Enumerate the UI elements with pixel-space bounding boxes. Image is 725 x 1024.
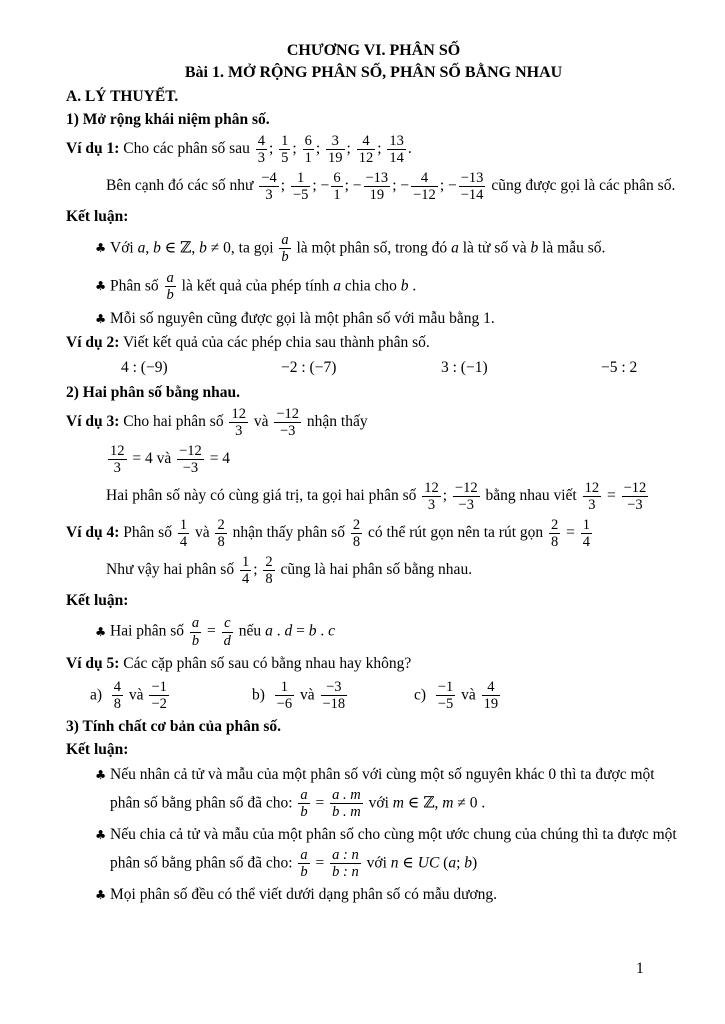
numerator: 4: [257, 133, 265, 150]
text-run: Hai phân số: [110, 622, 188, 640]
text-run: Phân số: [119, 524, 176, 542]
text-run: =: [562, 524, 579, 542]
denominator: 8: [352, 533, 361, 550]
denominator: −3: [458, 497, 474, 514]
indented-paragraph: [106, 442, 681, 477]
fraction: [411, 170, 438, 203]
fraction: [263, 554, 274, 587]
fraction: [326, 133, 345, 166]
text-run: = 4 và: [128, 450, 176, 468]
page-number: 1: [636, 960, 644, 977]
numerator: −13: [365, 170, 389, 186]
numerator: a: [281, 231, 289, 248]
section-heading: 1) Mở rộng khái niệm phân số.: [66, 110, 270, 128]
example-label: Ví dụ 5:: [66, 654, 120, 672]
text-run: c): [414, 685, 434, 703]
text-run: ; −: [312, 177, 330, 195]
fraction: [190, 615, 201, 648]
text-run: và: [457, 685, 480, 703]
math-variable: d: [284, 622, 293, 640]
numerator: −13: [460, 170, 484, 186]
denominator: −3: [182, 460, 199, 477]
example-label: Ví dụ 1:: [66, 140, 120, 158]
numerator: 1: [179, 516, 188, 533]
denominator: b : n: [332, 863, 359, 880]
math-variable: a: [265, 622, 273, 640]
text-run: =: [311, 793, 329, 811]
denominator: b: [300, 803, 308, 820]
paragraph: [66, 405, 681, 440]
numerator: 12: [424, 479, 439, 496]
numerator: 4: [113, 678, 122, 695]
text-run: Viết kết quả của các phép chia sau thành phân số.: [119, 334, 430, 352]
numerator: 1: [275, 679, 294, 696]
math-variable: b: [199, 238, 207, 256]
denominator: 8: [113, 695, 122, 712]
denominator: 14: [389, 150, 404, 167]
numerator: a: [300, 846, 308, 863]
numerator: 2: [551, 516, 559, 533]
document-body: [66, 86, 681, 906]
fraction: [274, 406, 301, 439]
text-run: ;: [442, 487, 451, 505]
denominator: 3: [257, 150, 265, 167]
exercise-item: [601, 357, 637, 379]
fraction: [622, 480, 649, 513]
paragraph-text: [110, 884, 681, 906]
denominator: 8: [265, 570, 273, 587]
text-run: ; −: [344, 177, 362, 195]
numerator: 6: [304, 133, 312, 150]
fraction: [291, 170, 310, 203]
math-variable: m: [442, 793, 454, 811]
fraction: [240, 554, 251, 587]
text-run: ;: [253, 561, 262, 579]
numerator: −3: [321, 679, 348, 696]
denominator: 4: [179, 533, 188, 550]
numerator: a : n: [332, 846, 359, 863]
lesson-title: Bài 1. MỞ RỘNG PHÂN SỐ, PHÂN SỐ BẰNG NHAU: [184, 64, 563, 82]
fraction: [149, 679, 168, 712]
text-run: là mẫu số.: [538, 238, 606, 256]
text-run: ,: [145, 238, 154, 256]
text-run: −2 : (−7): [281, 358, 337, 376]
bullet-item: [95, 231, 681, 266]
fraction: [581, 517, 592, 550]
fraction: [387, 133, 406, 166]
denominator: d: [223, 632, 231, 649]
math-variable: m: [392, 793, 404, 811]
exercise-row: [90, 678, 681, 713]
denominator: 8: [217, 533, 225, 550]
club-bullet-icon: ♣: [95, 827, 107, 843]
fraction: [229, 406, 248, 439]
paragraph-text: [66, 516, 594, 550]
fraction: [453, 480, 480, 513]
denominator: 3: [427, 497, 436, 514]
text-run: ; −: [439, 177, 457, 195]
numerator: −12: [623, 479, 647, 496]
numerator: −12: [454, 479, 478, 496]
paragraph-text: [106, 553, 473, 587]
fraction: [298, 787, 309, 820]
text-run: ): [472, 854, 478, 872]
math-variable: b: [400, 277, 409, 295]
denominator: 19: [369, 187, 385, 204]
fraction: [303, 133, 314, 166]
text-run: .: [272, 622, 285, 640]
numerator: −12: [179, 442, 202, 459]
fraction: [279, 232, 290, 265]
numerator: −1: [437, 678, 454, 695]
fraction: [108, 443, 127, 476]
club-bullet-icon: ♣: [95, 887, 107, 903]
denominator: 3: [265, 187, 273, 204]
text-run: = 4: [205, 450, 231, 468]
paragraph-text: [106, 479, 650, 514]
club-bullet-icon: ♣: [95, 239, 107, 255]
paragraph-text: [110, 614, 681, 649]
club-bullet-icon: ♣: [95, 623, 107, 639]
club-bullet-icon: ♣: [95, 766, 107, 782]
text-run: =: [311, 854, 329, 872]
denominator: 5: [281, 150, 289, 167]
denominator: 1: [304, 150, 312, 167]
numerator: c: [222, 615, 233, 632]
text-run: bằng nhau viết: [481, 487, 581, 505]
fraction: [321, 679, 348, 712]
denominator: −5: [437, 695, 454, 712]
text-run: 4 : (−9): [121, 358, 168, 376]
fraction: [482, 679, 501, 712]
text-run: Bên cạnh đó các số như: [106, 177, 258, 195]
math-variable: b: [153, 238, 161, 256]
denominator: −18: [322, 695, 346, 712]
numerator: a . m: [332, 786, 361, 803]
fraction: [422, 480, 441, 513]
math-variable: a: [333, 277, 341, 295]
numerator: 1: [281, 133, 289, 150]
denominator: b: [191, 632, 200, 649]
denominator: −12: [413, 187, 436, 204]
indented-paragraph: [106, 169, 681, 204]
fraction: [222, 615, 233, 648]
club-bullet-icon: ♣: [95, 278, 107, 294]
denominator: −3: [627, 497, 643, 514]
text-run: Nếu chia cả tử và mẫu của một phân số cho cùng một ước chung của chúng thì ta được một phân số bằng phân số đã cho:: [110, 826, 677, 872]
text-run: Nếu nhân cả tử và mẫu của một phân số với cùng một số nguyên khác 0 thì ta được một phân số bằng phân số đã cho:: [110, 765, 655, 811]
example-label: Ví dụ 4:: [66, 524, 120, 542]
numerator: 12: [231, 405, 246, 422]
math-variable: n: [390, 854, 399, 872]
denominator: −3: [279, 423, 296, 440]
section-heading: A. LÝ THUYẾT.: [66, 87, 179, 105]
chapter-title: CHƯƠNG VI. PHÂN SỐ: [286, 42, 461, 59]
bullet-item: [95, 824, 681, 881]
paragraph-text: [106, 442, 231, 477]
paragraph: [66, 132, 681, 167]
fraction: [351, 517, 362, 550]
paragraph: [66, 516, 681, 551]
fraction: [331, 170, 342, 203]
text-run: ;: [280, 177, 289, 195]
paragraph-text: [106, 170, 676, 204]
numerator: 2: [265, 553, 273, 570]
club-bullet-icon: ♣: [95, 310, 107, 326]
section-heading: Kết luận:: [66, 207, 129, 225]
text-run: và: [125, 685, 148, 703]
denominator: 3: [113, 460, 121, 477]
paragraph-text: [110, 824, 681, 881]
math-variable: b: [530, 238, 539, 256]
text-run: Mọi phân số đều có thể viết dưới dạng phân số có mẫu dương.: [110, 886, 498, 904]
fraction: [259, 170, 278, 203]
text-run: là một phân số, trong đó: [292, 238, 452, 256]
math-variable: b: [464, 854, 473, 872]
text-run: ;: [346, 140, 355, 158]
fraction: [549, 517, 560, 550]
text-run: (: [439, 854, 449, 872]
denominator: b: [281, 248, 289, 265]
fraction: [177, 443, 204, 476]
exercise-item: [414, 678, 502, 713]
paragraph-text: [66, 405, 368, 440]
section-heading: 3) Tính chất cơ bản của phân số.: [66, 718, 282, 735]
text-run: ∈: [398, 854, 418, 872]
text-run: ≠ 0, ta gọi: [206, 238, 278, 256]
numerator: 13: [389, 133, 404, 150]
exercise-item: [441, 357, 601, 379]
text-run: Các cặp phân số sau có bằng nhau hay không?: [119, 654, 412, 672]
fraction: [330, 847, 361, 880]
exercise-row: [121, 357, 681, 379]
denominator: 4: [582, 533, 591, 550]
paragraph: [66, 653, 681, 675]
math-variable: a: [137, 238, 146, 256]
bullet-item: [95, 269, 681, 304]
text-run: có thể rút gọn nên ta rút gọn: [364, 524, 548, 542]
text-run: chia cho: [340, 277, 401, 295]
numerator: a: [166, 270, 174, 287]
text-run: b): [252, 685, 273, 703]
numerator: 12: [110, 442, 125, 459]
numerator: −1: [151, 678, 167, 695]
text-run: a): [90, 685, 110, 703]
text-run: là tử số và: [458, 238, 531, 256]
text-run: và: [249, 413, 273, 431]
paragraph-text: [66, 655, 411, 672]
denominator: 3: [235, 423, 243, 440]
denominator: 19: [483, 695, 499, 712]
denominator: −6: [276, 695, 293, 712]
denominator: 4: [241, 570, 250, 587]
fraction: [436, 679, 455, 712]
text-run: 3 : (−1): [441, 358, 488, 376]
text-run: nhận thấy phân số: [228, 524, 349, 542]
denominator: 3: [588, 497, 596, 514]
numerator: 1: [291, 170, 310, 187]
paragraph-text: [110, 764, 681, 821]
fraction: [279, 133, 290, 166]
text-run: −5 : 2: [601, 358, 638, 376]
fraction: [357, 133, 376, 166]
text-run: và: [296, 685, 319, 703]
text-run: ∈ ℤ,: [160, 238, 200, 256]
denominator: 1: [333, 187, 341, 204]
fraction: [112, 679, 123, 712]
fraction: [165, 270, 176, 303]
text-run: ;: [377, 140, 386, 158]
section-heading: Kết luận:: [66, 591, 129, 609]
example-label: Ví dụ 2:: [66, 334, 120, 352]
text-run: cũng được gọi là các phân số.: [487, 177, 676, 195]
text-run: và: [191, 524, 214, 542]
text-run: ∈ ℤ,: [403, 793, 443, 811]
math-variable: a: [448, 854, 457, 872]
text-run: nếu: [234, 622, 266, 640]
paragraph-text: [110, 269, 681, 304]
denominator: 12: [358, 150, 374, 167]
bullet-item: [95, 308, 681, 330]
exercise-item: [252, 678, 414, 713]
text-run: Mỗi số nguyên cũng được gọi là một phân số với mẫu bằng 1.: [110, 309, 495, 327]
text-run: .: [408, 277, 417, 295]
numerator: 4: [357, 133, 376, 150]
math-variable: UC: [417, 854, 440, 872]
fraction: [275, 679, 294, 712]
text-run: Như vậy hai phân số: [106, 561, 238, 579]
paragraph-text: [66, 334, 430, 351]
exercise-item: [90, 678, 252, 713]
numerator: 2: [352, 516, 361, 533]
text-run: ;: [292, 140, 301, 158]
denominator: −2: [151, 695, 167, 712]
fraction: [298, 847, 309, 880]
numerator: 1: [582, 516, 591, 533]
text-run: với: [364, 793, 393, 811]
math-variable: b: [308, 622, 317, 640]
text-run: là kết quả của phép tính: [177, 277, 334, 295]
text-run: cũng là hai phân số bằng nhau.: [276, 561, 473, 579]
exercise-item: [281, 357, 441, 379]
text-run: .: [316, 622, 329, 640]
math-variable: c: [328, 622, 335, 640]
text-run: =: [203, 622, 220, 640]
text-run: =: [292, 622, 309, 640]
numerator: −12: [276, 405, 300, 422]
text-run: Với: [110, 238, 138, 256]
denominator: b . m: [332, 803, 361, 820]
text-run: với: [362, 854, 391, 872]
fraction: [256, 133, 267, 166]
numerator: −4: [261, 170, 277, 186]
text-run: ≠ 0 .: [453, 793, 486, 811]
example-label: Ví dụ 3:: [66, 413, 120, 431]
numerator: a: [300, 786, 308, 803]
denominator: b: [300, 863, 308, 880]
numerator: 1: [241, 553, 250, 570]
bullet-item: [95, 614, 681, 649]
fraction: [583, 480, 602, 513]
text-run: nhận thấy: [303, 413, 368, 431]
paragraph: [66, 332, 681, 354]
text-run: Cho hai phân số: [119, 413, 228, 431]
denominator: −14: [460, 187, 484, 204]
denominator: 8: [551, 533, 559, 550]
numerator: 4: [482, 679, 501, 696]
denominator: −5: [292, 187, 309, 204]
fraction: [364, 170, 391, 203]
indented-paragraph: [106, 479, 681, 514]
paragraph-text: [66, 133, 412, 167]
section-heading: Kết luận:: [66, 741, 129, 759]
fraction: [215, 517, 226, 550]
bullet-item: [95, 884, 681, 906]
text-run: ;: [315, 140, 325, 158]
fraction: [330, 787, 363, 820]
indented-paragraph: [106, 553, 681, 588]
text-run: .: [407, 140, 412, 158]
numerator: 3: [326, 133, 345, 150]
paragraph-text: [110, 231, 681, 266]
fraction: [178, 517, 189, 550]
fraction: [459, 170, 486, 203]
numerator: 6: [333, 170, 341, 186]
text-run: ;: [456, 854, 465, 872]
numerator: 2: [217, 516, 225, 533]
denominator: b: [166, 287, 174, 304]
text-run: ;: [268, 140, 278, 158]
denominator: 19: [328, 150, 343, 167]
text-run: =: [603, 487, 620, 505]
numerator: 12: [584, 479, 600, 496]
paragraph-text: [110, 308, 681, 330]
bullet-item: [95, 764, 681, 821]
text-run: Phân số: [110, 277, 163, 295]
numerator: a: [191, 615, 200, 632]
math-variable: a: [451, 238, 459, 256]
text-run: Cho các phân số sau: [119, 140, 254, 158]
text-run: ; −: [392, 177, 410, 195]
section-heading: 2) Hai phân số bằng nhau.: [66, 383, 241, 401]
text-run: Hai phân số này có cùng giá trị, ta gọi hai phân số: [106, 487, 421, 505]
numerator: 4: [411, 170, 438, 187]
exercise-item: [121, 357, 281, 379]
